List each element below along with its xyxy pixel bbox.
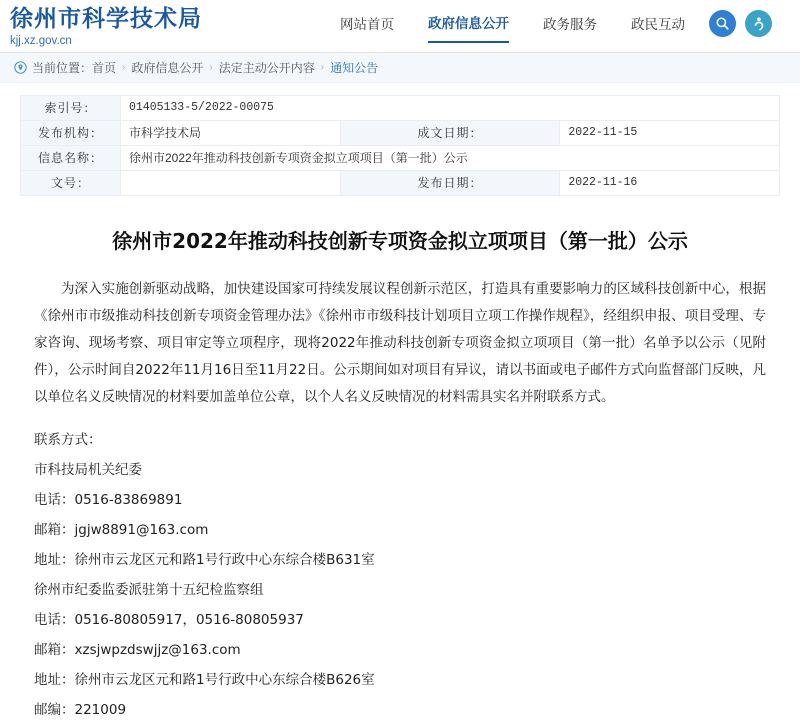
meta-value-info-name: 徐州市2022年推动科技创新专项资金拟立项项目（第一批）公示 [121,146,780,171]
nav-item-interaction[interactable]: 政民互动 [631,17,685,32]
site-title: 徐州市科学技术局 [10,6,202,32]
meta-label-index-no: 索引号： [21,96,121,121]
meta-value-written-date: 2022-11-15 [560,121,780,146]
table-row [21,146,780,171]
accessibility-button[interactable] [745,10,772,37]
table-row [21,171,780,196]
breadcrumb-separator: › [320,62,325,73]
meta-value-publish-date: 2022-11-16 [560,171,780,196]
contact-line-address-2: 地址：徐州市云龙区元和路1号行政中心东综合楼B626室 [34,672,375,688]
accessibility-icon [751,16,767,32]
contact-line-email-1: 邮箱：jgjw8891@163.com [34,522,209,538]
breadcrumb-separator: › [209,62,213,73]
breadcrumb-separator: › [122,62,126,73]
header-tools [709,10,772,37]
contact-line-email-2: 邮箱：xzsjwpzdswjjz@163.com [34,642,241,658]
meta-label-written-date: 成文日期： [340,121,560,146]
table-row [21,121,780,146]
article-paragraph: 为深入实施创新驱动战略，加快建设国家可持续发展议程创新示范区，打造具有重要影响力的区域科技创新中心，根据《徐州市市级推动科技创新专项资金管理办法》《徐州市市级科技计划项目立项工作操作规程》，经组织申报、项目受理、专家咨询、现场考察、项目审定等立项程序，现将2022年推动科技创新专项资金拟立项项目（第一批）名单予以公示（见附件），公示时间自2022年11月16日至11月22日。公示期间如对项目有异议，请以书面或电子邮件方式向监督部门反映，凡以单位名义反映情况的材料要加盖单位公章，以个人名义反映情况的材料需具实名并附联系方式。 [34,281,766,405]
meta-value-doc-number [121,171,341,196]
contact-line-phone-2: 电话：0516-80805917，0516-80805937 [34,612,304,628]
location-pin-icon [14,61,27,74]
breadcrumb-prefix: 当前位置： [32,61,93,75]
contact-line-phone-1: 电话：0516-83869891 [34,492,183,508]
site-header [0,0,800,52]
document-meta-table [20,95,780,196]
meta-value-index-no: 01405133-5/2022-00075 [121,96,780,121]
contact-block [34,425,766,725]
table-row [21,96,780,121]
breadcrumb [0,53,800,83]
contact-line-postcode: 邮编：221009 [34,702,127,718]
meta-label-publish-date: 发布日期： [340,171,560,196]
nav-item-services[interactable]: 政务服务 [543,17,597,32]
main-nav [340,12,709,43]
contact-line-agency-discipline: 市科技局机关纪委 [34,462,142,478]
meta-label-issuing-agency: 发布机构： [21,121,121,146]
meta-label-info-name: 信息名称： [21,146,121,171]
contact-line-inspection-group: 徐州市纪委监委派驻第十五纪检监察组 [34,582,264,598]
breadcrumb-item-home[interactable]: 首页 [92,61,117,75]
search-icon [715,16,730,31]
page-title: 徐州市2022年推动科技创新专项资金拟立项项目（第一批）公示 [112,229,688,253]
contact-line-address-1: 地址：徐州市云龙区元和路1号行政中心东综合楼B631室 [34,552,375,568]
nav-item-government-info[interactable]: 政府信息公开 [428,12,509,43]
contact-heading: 联系方式： [34,432,102,448]
breadcrumb-item-government-info[interactable]: 政府信息公开 [131,61,204,75]
site-brand[interactable] [0,0,300,47]
breadcrumb-item-statutory-disclosure[interactable]: 法定主动公开内容 [218,61,315,75]
article-body [0,196,800,725]
meta-value-issuing-agency: 市科学技术局 [121,121,341,146]
search-button[interactable] [709,10,736,37]
nav-item-home[interactable]: 网站首页 [340,17,394,32]
document-meta-section [0,83,800,196]
site-url: kjj.xz.gov.cn [10,35,72,47]
meta-label-doc-number: 文号： [21,171,121,196]
breadcrumb-item-notices[interactable]: 通知公告 [330,61,379,75]
